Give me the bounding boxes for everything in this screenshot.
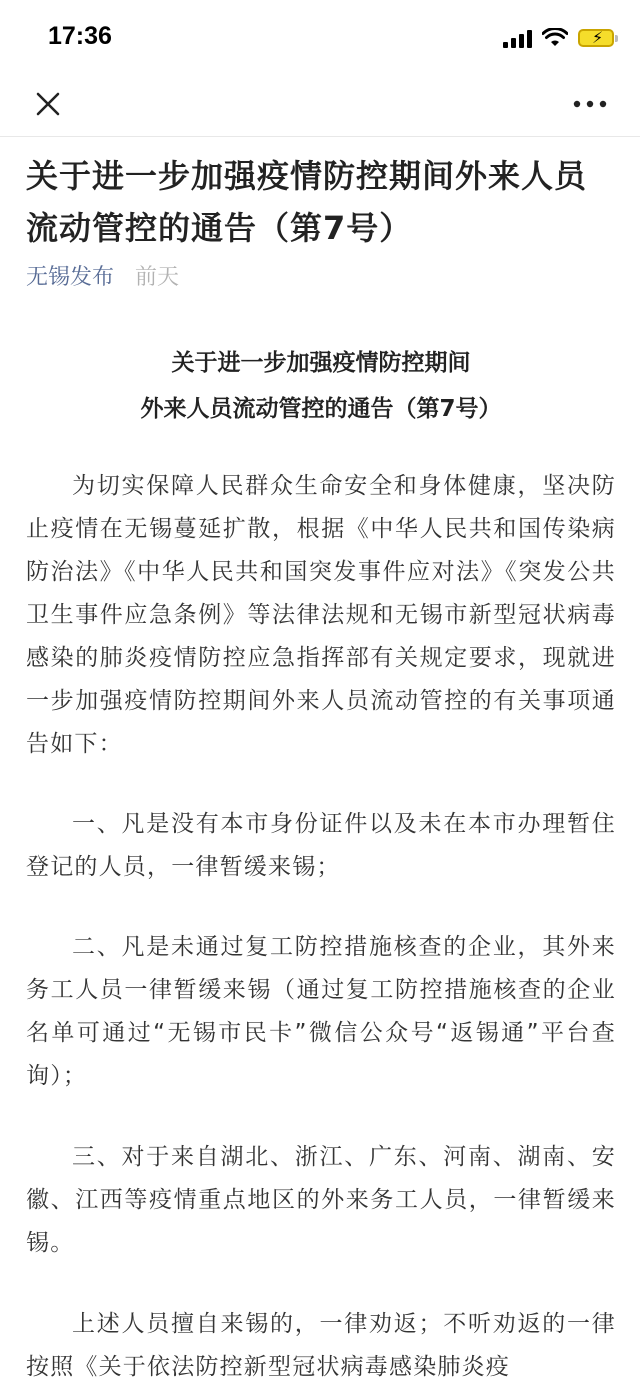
body-paragraph-intro: 为切实保障人民群众生命安全和身体健康，坚决防止疫情在无锡蔓延扩散，根据《中华人民共和国传染病防治法》《中华人民共和国突发事件应对法》《突发公共卫生事件应急条例》等法律法规和无锡市新型冠状病毒感染的肺炎疫情防控应急指挥部有关规定要求，现就进一步加强疫情防控期间外来人员流动管控的有关事项通告如下： xyxy=(26,473,616,757)
wifi-icon xyxy=(542,28,568,48)
more-button[interactable] xyxy=(570,86,610,122)
battery-charging-icon: ⚡ xyxy=(578,29,614,47)
article-title: 关于进一步加强疫情防控期间外来人员流动管控的通告（第7号） xyxy=(26,157,588,247)
more-icon xyxy=(570,86,610,122)
article-meta xyxy=(26,260,179,291)
body-paragraph-item-2: 二、凡是未通过复工防控措施核查的企业，其外来务工人员一律暂缓来锡（通过复工防控措施核查的企业名单可通过“无锡市民卡”微信公众号“返锡通”平台查询）； xyxy=(26,934,616,1089)
status-icons xyxy=(503,26,614,50)
status-time: 17:36 xyxy=(48,22,112,50)
body-paragraph-closing: 上述人员擅自来锡的，一律劝返；不听劝返的一律按照《关于依法防控新型冠状病毒感染肺炎疫 xyxy=(26,1311,616,1380)
subhead-line-2: 外来人员流动管控的通告（第7号） xyxy=(140,396,502,422)
account-name-link[interactable]: 无锡发布 xyxy=(26,265,115,290)
signal-icon xyxy=(503,28,532,48)
top-nav-bar xyxy=(0,72,640,137)
close-icon xyxy=(30,86,66,122)
body-paragraph-item-1: 一、凡是没有本市身份证件以及未在本市办理暂住登记的人员，一律暂缓来锡； xyxy=(26,811,616,880)
article-subhead xyxy=(26,340,616,432)
body-paragraph-item-3: 三、对于来自湖北、浙江、广东、河南、湖南、安徽、江西等疫情重点地区的外来务工人员，一律暂缓来锡。 xyxy=(26,1144,616,1256)
subhead-line-1: 关于进一步加强疫情防控期间 xyxy=(171,350,471,376)
publish-date: 前天 xyxy=(135,265,180,290)
close-button[interactable] xyxy=(30,86,66,122)
status-bar xyxy=(0,0,640,72)
